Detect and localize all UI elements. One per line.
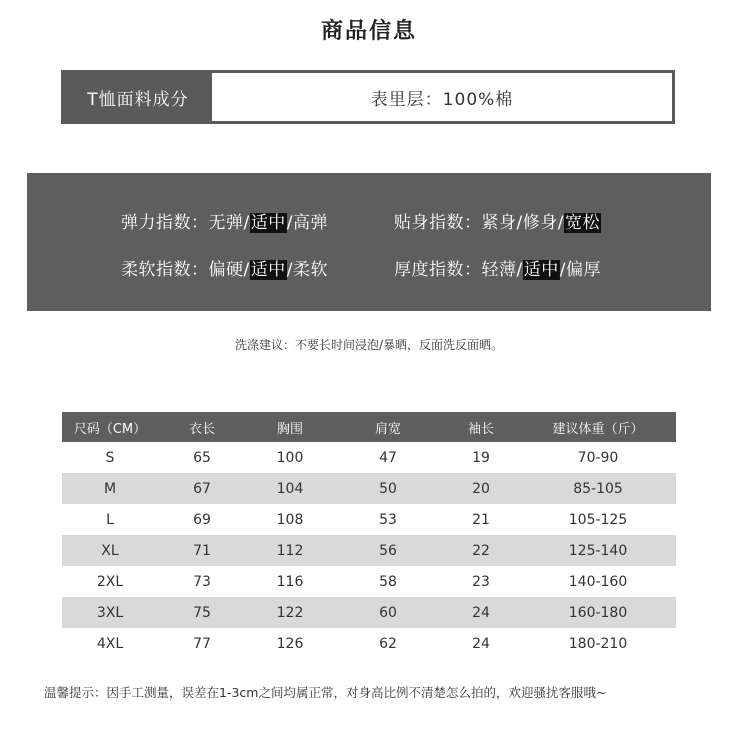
table-row [62,504,676,535]
header-cell: 建议体重（斤） [520,412,676,442]
table-cell: 21 [472,511,490,528]
index-panel [27,173,711,311]
table-cell: 180-210 [568,635,628,652]
table-cell: 108 [276,511,304,528]
table-cell: 23 [472,573,490,590]
index-option: 轻薄 [481,260,517,280]
table-cell: 53 [379,511,397,528]
table-row [62,442,676,473]
size-table [62,412,676,659]
index-option: 偏硬 [208,260,244,280]
measurement-tip: 温馨提示：因手工测量，误差在1-3cm之间均属正常，对身高比例不清楚怎么拍的，欢迎骚扰客服哦~ [44,685,607,700]
table-cell: 24 [472,635,490,652]
table-cell: 47 [379,449,397,466]
table-cell: XL [62,535,158,566]
elasticity-index: 弹力指数：无弹/适中/高弹 [121,213,328,233]
table-row [62,535,676,566]
table-row [62,597,676,628]
index-label: 弹力指数： [121,213,209,233]
table-cell: 77 [193,635,211,652]
table-cell: 65 [193,449,211,466]
index-option: 高弹 [292,213,328,233]
table-cell: 50 [334,473,442,504]
table-row [62,566,676,597]
table-cell: 60 [334,597,442,628]
table-cell: 58 [379,573,397,590]
table-cell: 116 [276,573,304,590]
table-row [62,473,676,504]
table-cell: S [105,449,115,466]
index-option-selected: 适中 [523,260,559,280]
index-option-selected: 适中 [250,213,286,233]
table-cell: 24 [442,597,520,628]
table-cell: 3XL [62,597,158,628]
size-table-header [62,412,676,442]
table-cell: 56 [334,535,442,566]
index-option-selected: 宽松 [564,213,600,233]
table-cell: 4XL [96,635,124,652]
table-cell: 112 [246,535,334,566]
table-cell: 20 [442,473,520,504]
index-option: 无弹 [208,213,244,233]
table-cell: 22 [442,535,520,566]
thickness-index: 厚度指数：轻薄/适中/偏厚 [394,260,601,280]
table-cell: 67 [158,473,246,504]
index-option-selected: 适中 [250,260,286,280]
index-label: 厚度指数： [394,260,482,280]
fabric-label: T恤面料成分 [64,73,212,121]
index-option: 修身 [522,213,558,233]
index-option: 紧身 [481,213,517,233]
softness-index: 柔软指数：偏硬/适中/柔软 [121,260,328,280]
header-cell: 胸围 [246,412,334,442]
table-cell: 100 [276,449,304,466]
table-cell: 122 [246,597,334,628]
index-label: 贴身指数： [394,213,482,233]
table-cell: 140-160 [568,573,628,590]
table-cell: 105-125 [568,511,628,528]
header-cell: 袖长 [442,412,520,442]
table-cell: 73 [193,573,211,590]
table-cell: 126 [276,635,304,652]
table-cell: 104 [246,473,334,504]
page-title: 商品信息 [320,19,417,44]
index-option: 偏厚 [565,260,601,280]
header-cell: 衣长 [158,412,246,442]
table-cell: 2XL [96,573,124,590]
table-cell: 62 [379,635,397,652]
table-cell: 19 [472,449,490,466]
table-cell: 75 [158,597,246,628]
fabric-composition [61,70,675,124]
table-row [62,628,676,659]
table-cell: L [106,511,114,528]
table-cell: 69 [193,511,211,528]
table-cell: 125-140 [520,535,676,566]
fabric-value: 表里层：100%棉 [370,89,514,110]
index-option: 柔软 [292,260,328,280]
header-cell: 肩宽 [334,412,442,442]
header-cell: 尺码（CM） [62,412,158,442]
table-cell: 160-180 [520,597,676,628]
wash-advice: 洗涤建议：不要长时间浸泡/暴晒，反面洗反面晒。 [234,338,504,352]
fit-index: 贴身指数：紧身/修身/宽松 [394,213,600,233]
table-cell: M [62,473,158,504]
table-cell: 71 [158,535,246,566]
table-cell: 85-105 [520,473,676,504]
table-cell: 70-90 [577,449,619,466]
index-label: 柔软指数： [121,260,209,280]
